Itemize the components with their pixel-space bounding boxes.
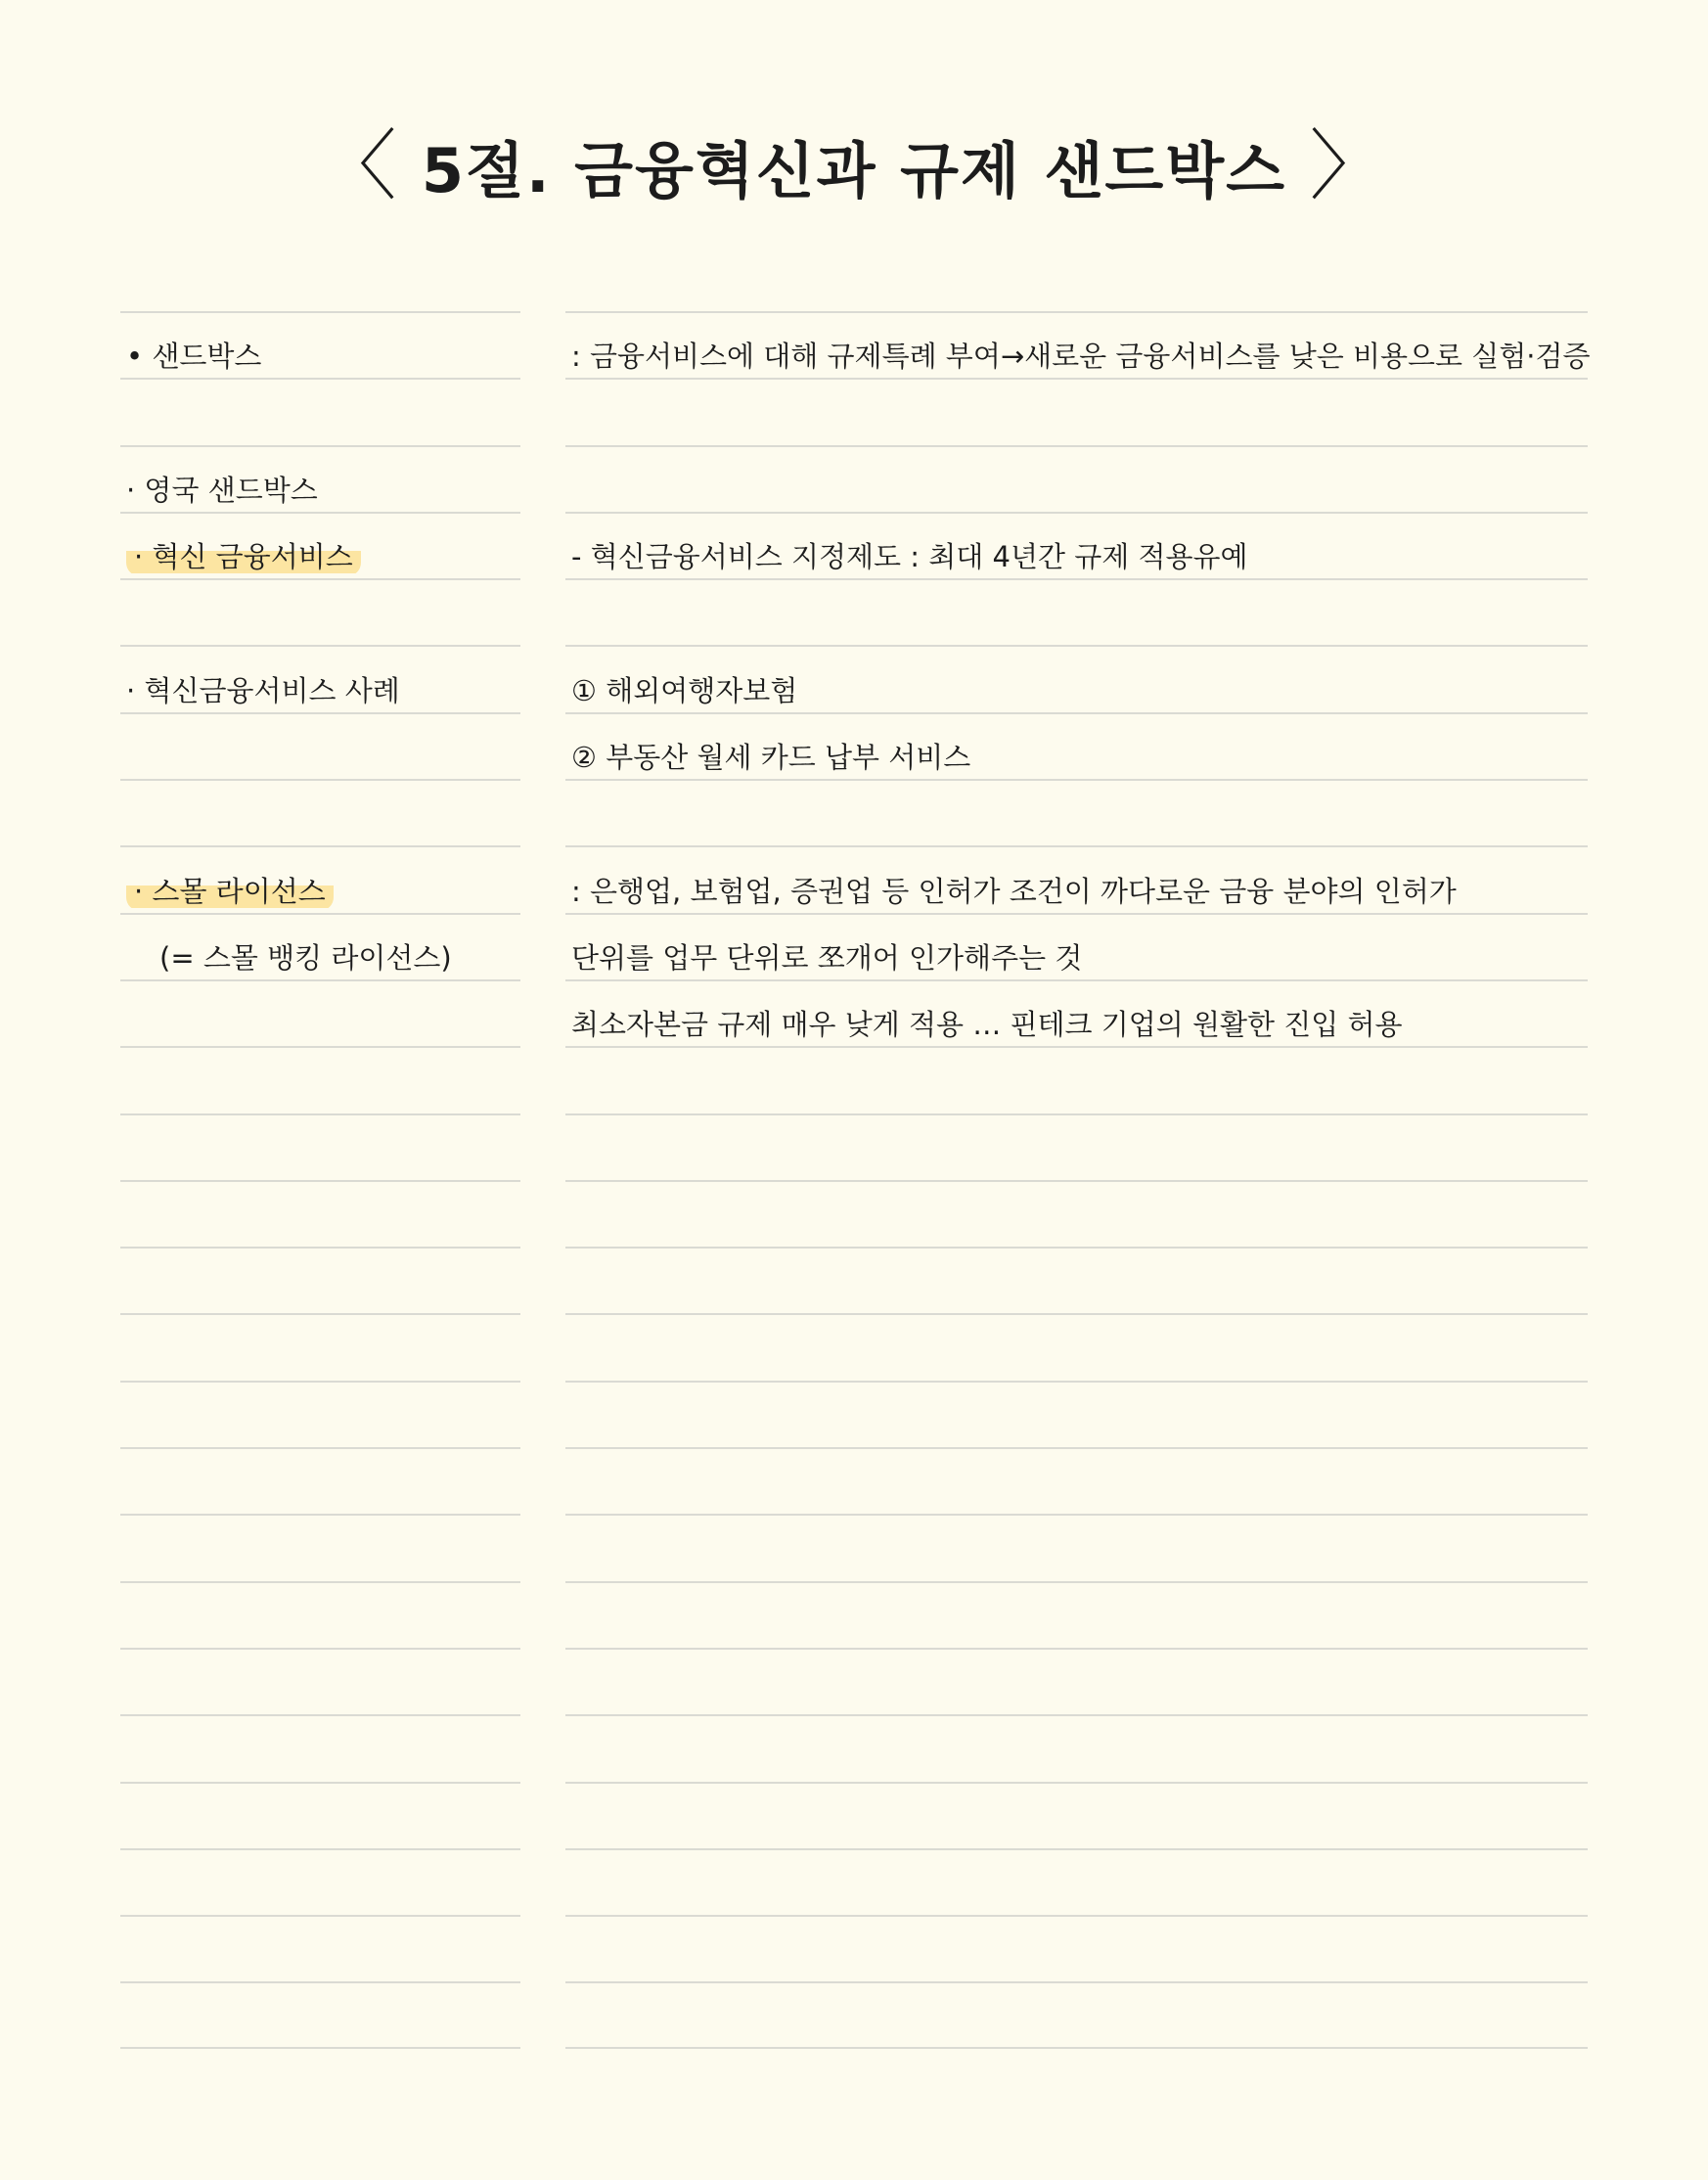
left-ruled-line [120, 1247, 520, 1313]
right-ruled-line [565, 1247, 1588, 1313]
left-ruled-line [120, 512, 520, 578]
right-ruled-line [565, 1915, 1588, 1981]
right-ruled-line [565, 1581, 1588, 1648]
right-ruled-line [565, 979, 1588, 1046]
left-column [120, 311, 520, 2049]
right-ruled-line [565, 913, 1588, 979]
right-ruled-line [565, 378, 1588, 444]
left-ruled-line [120, 578, 520, 645]
left-note-line: (= 스몰 뱅킹 라이선스) [159, 940, 452, 975]
right-ruled-line [565, 845, 1588, 912]
right-note-line: 단위를 업무 단위로 쪼개어 인가해주는 것 [571, 940, 1083, 975]
right-ruled-line [565, 311, 1591, 378]
left-note-line: • 샌드박스 [126, 340, 262, 374]
right-ruled-line [565, 1782, 1588, 1848]
left-ruled-line [120, 1180, 520, 1247]
right-ruled-line [565, 512, 1588, 578]
left-note-line: · 영국 샌드박스 [126, 473, 318, 507]
right-column [565, 311, 1591, 2049]
title-open-bracket: 〈 [320, 122, 399, 210]
title-text: 5절. 금융혁신과 규제 샌드박스 [421, 135, 1287, 206]
left-ruled-line [120, 1581, 520, 1648]
right-note-line: 최소자본금 규제 매우 낮게 적용 … 핀테크 기업의 원활한 진입 허용 [571, 1008, 1403, 1042]
right-ruled-line [565, 1981, 1588, 2048]
right-ruled-line [565, 1514, 1588, 1580]
right-note-line: - 혁신금융서비스 지정제도 : 최대 4년간 규제 적용유예 [571, 540, 1248, 574]
left-ruled-line [120, 645, 520, 711]
left-ruled-line [120, 845, 520, 912]
left-ruled-line [120, 1915, 520, 1981]
left-ruled-line [120, 378, 520, 444]
page-title [0, 122, 1708, 210]
right-ruled-line [565, 1381, 1588, 1447]
right-note-line: : 은행업, 보험업, 증권업 등 인허가 조건이 까다로운 금융 분야의 인허가 [571, 874, 1457, 908]
right-ruled-line [565, 1046, 1588, 1113]
left-ruled-line [120, 1981, 520, 2048]
left-ruled-line [120, 1848, 520, 1915]
right-ruled-line [565, 578, 1588, 645]
right-ruled-line [565, 1313, 1588, 1380]
right-ruled-line [565, 1648, 1588, 1714]
right-ruled-line [565, 645, 1588, 711]
right-note-line: : 금융서비스에 대해 규제특례 부여→새로운 금융서비스를 낮은 비용으로 실험·검증 [571, 340, 1591, 374]
left-ruled-line [120, 311, 520, 378]
right-ruled-line [565, 1180, 1588, 1247]
left-ruled-line [120, 1447, 520, 1514]
right-ruled-line [565, 445, 1588, 512]
left-highlighted-note: · 혁신 금융서비스 [126, 537, 361, 576]
left-ruled-line [120, 712, 520, 779]
left-ruled-line [120, 1648, 520, 1714]
left-ruled-line [120, 979, 520, 1046]
right-ruled-line [565, 1447, 1588, 1514]
right-ruled-line [565, 779, 1588, 845]
left-ruled-line [120, 779, 520, 845]
left-ruled-line [120, 1313, 520, 1380]
right-ruled-line [565, 1848, 1588, 1915]
left-ruled-line [120, 1714, 520, 1781]
left-ruled-line [120, 1514, 520, 1580]
right-ruled-line [565, 1113, 1588, 1180]
left-ruled-line [120, 1782, 520, 1848]
left-ruled-line [120, 1113, 520, 1180]
right-note-line: ① 해외여행자보험 [571, 673, 798, 707]
left-ruled-line [120, 1046, 520, 1113]
left-note-line: · 혁신금융서비스 사례 [126, 673, 400, 707]
right-ruled-line [565, 712, 1588, 779]
right-note-line: ② 부동산 월세 카드 납부 서비스 [571, 741, 971, 775]
left-ruled-line [120, 1381, 520, 1447]
title-close-bracket: 〉 [1309, 122, 1388, 210]
left-ruled-line [120, 445, 520, 512]
left-ruled-line [120, 913, 520, 979]
right-ruled-line [565, 1714, 1588, 1781]
left-highlighted-note: · 스몰 라이선스 [126, 872, 334, 911]
